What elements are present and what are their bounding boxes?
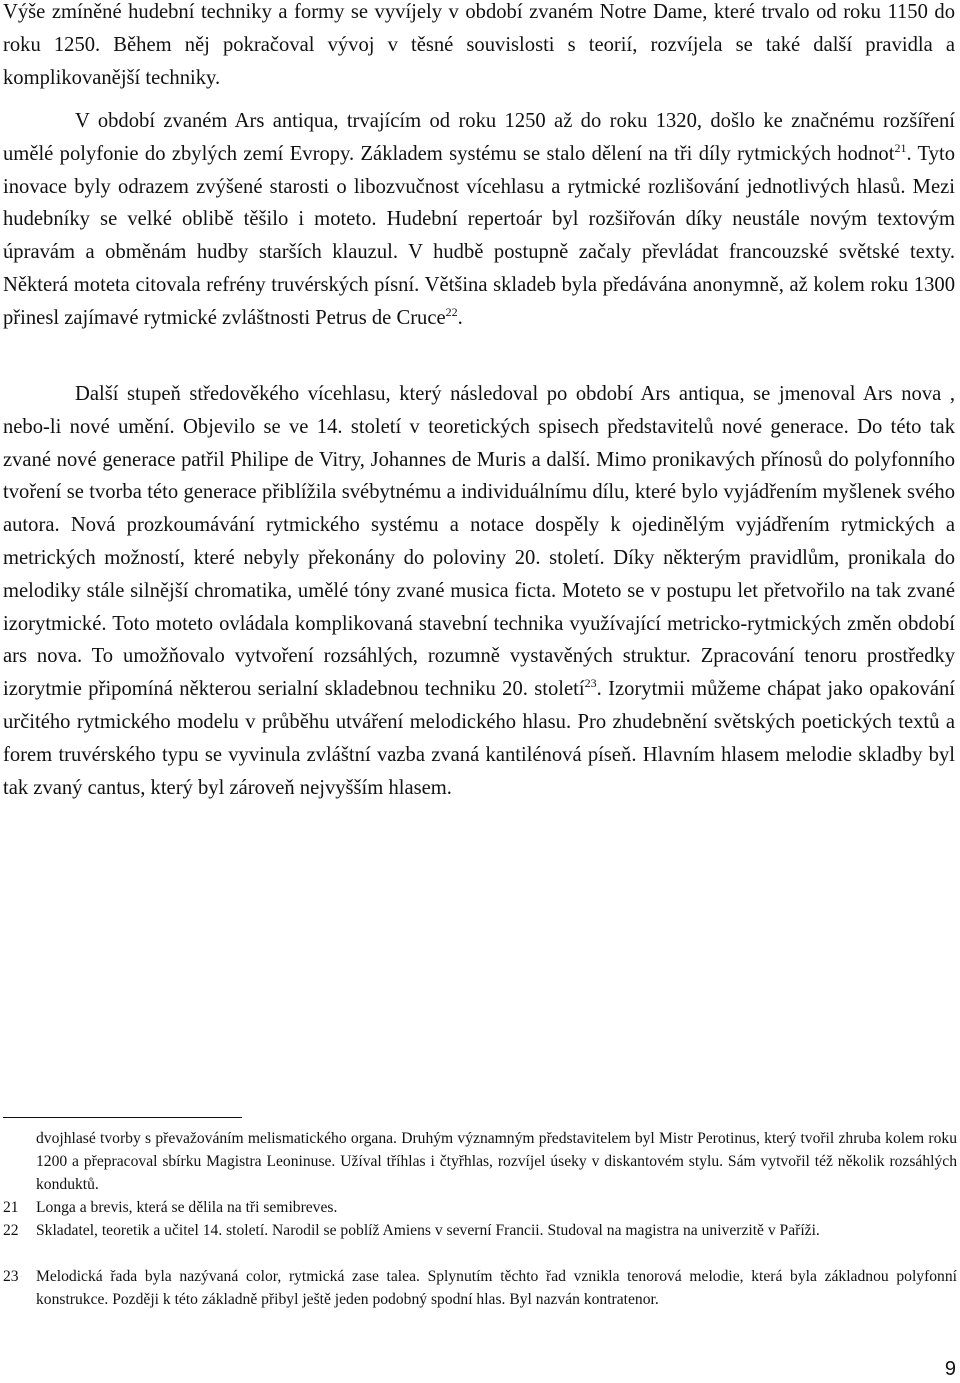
- paragraph-ars-antiqua: [3, 105, 955, 335]
- footnote-21: [3, 1196, 957, 1219]
- footnote-text: Melodická řada byla nazývaná color, rytmická zase talea. Splynutím těchto řad vznikla tenorová melodie, která byla základnou polyfonní konstrukce. Později k této základně přibyl ještě jeden podobný spodní hlas. Byl nazván kontratenor.: [36, 1268, 957, 1308]
- footnote-22: [3, 1219, 957, 1242]
- paragraph-text: Další stupeň středověkého vícehlasu, který následoval po období Ars antiqua, se jmenoval Ars nova , nebo-li nové umění. Objevilo se ve 14. století v teoretických spisech představitelů nové generace. Do této tak zvané nové generace patřil Philipe de Vitry, Johannes de Muris a další. Mimo pronikavých přínosů do polyfonního tvoření se tvorba této generace přiblížila svébytnému a individuálnímu dílu, které bylo vyjádřením myšlenek svého autora. Nová prozkoumávání rytmického systému a notace dospěly k ojedinělým vyjádřením rytmických a metrických možností, které nebyly překonány do poloviny 20. století. Díky některým pravidlům, pronikala do melodiky stále silnější chromatika, umělé tóny zvané musica ficta. Moteto se v postupu let přetvořilo na tak zvané izorytmické. Toto moteto ovládala komplikovaná stavební technika využívající metricko-rytmických změn období ars nova. To umožňovalo vytvoření rozsáhlých, rozumně vystavěných struktur. Zpracování tenoru prostředky izorytmie připomíná některou serialní skladebnou techniku 20. století: [3, 383, 955, 701]
- paragraph-text: . Tyto inovace byly odrazem zvýšené starosti o libozvučnost vícehlasu a rytmické rozlišování jednotlivých hlasů. Mezi hudebníky se velké oblibě těšilo i moteto. Hudební repertoár byl rozšiřován díky neustále novým textovým úpravám a obměnám hudby starších klauzul. V hudbě postupně začaly převládat francouzské světské texty. Některá moteta citovala refrény truvérských písní. Většina skladeb byla předávána anonymně, až kolem roku 1300 přinesl zajímavé rytmické zvláštnosti Petrus de Cruce: [3, 142, 956, 329]
- footnote-text: dvojhlasé tvorby s převažováním melismatického organa. Druhým významným představitelem byl Mistr Perotinus, který tvořil zhruba kolem roku 1200 a přepracoval sbírku Magistra Leoninuse. Užíval tříhlas i čtyřhlas, rozvíjel úseky v diskantovém stylu. Sám vytvořil též několik rozsáhlých konduktů.: [36, 1130, 957, 1193]
- footnote-number: 23: [3, 1268, 19, 1285]
- footnote-23: [3, 1265, 957, 1311]
- page-number: 9: [944, 1358, 956, 1380]
- footnote-ref-22[interactable]: 22: [445, 304, 458, 319]
- footnote-number: 22: [3, 1222, 19, 1239]
- paragraph-notre-dame: [3, 0, 955, 94]
- paragraph-text: Výše zmíněné hudební techniky a formy se vyvíjely v období zvaném Notre Dame, které trvalo od roku 1150 do roku 1250. Během něj pokračoval vývoj v těsné souvislosti s teorií, rozvíjela se také další pravidla a komplikovanější techniky.: [3, 1, 955, 89]
- footnote-number: 21: [3, 1199, 19, 1216]
- footnote-text: Longa a brevis, která se dělila na tři semibreves.: [36, 1199, 338, 1216]
- footnote-text: Skladatel, teoretik a učitel 14. století. Narodil se poblíž Amiens v severní Francii. Studoval na magistra na univerzitě v Paříži.: [36, 1222, 820, 1239]
- footnote-ref-21[interactable]: 21: [894, 140, 907, 155]
- paragraph-text: . Izorytmii můžeme chápat jako opakování určitého rytmického modelu v průběhu utváření melodického hlasu. Pro zhudebnění světských poetických textů a forem truvérského typu se vyvinula zvláštní vazba zvaná kantilénová píseň. Hlavním hlasem melodie skladby byl tak zvaný cantus, který byl zároveň nejvyšším hlasem.: [3, 678, 955, 799]
- paragraph-text: V období zvaném Ars antiqua, trvajícím od roku 1250 až do roku 1320, došlo ke značnému rozšíření umělé polyfonie do zbylých zemí Evropy. Základem systému se stalo dělení na tři díly rytmických hodnot: [3, 110, 955, 165]
- footnote-ref-23[interactable]: 23: [584, 676, 597, 691]
- footnote-continued: [3, 1127, 957, 1196]
- paragraph-ars-nova: [3, 378, 955, 804]
- paragraph-text: .: [457, 306, 463, 329]
- footnote-separator: [3, 1117, 242, 1118]
